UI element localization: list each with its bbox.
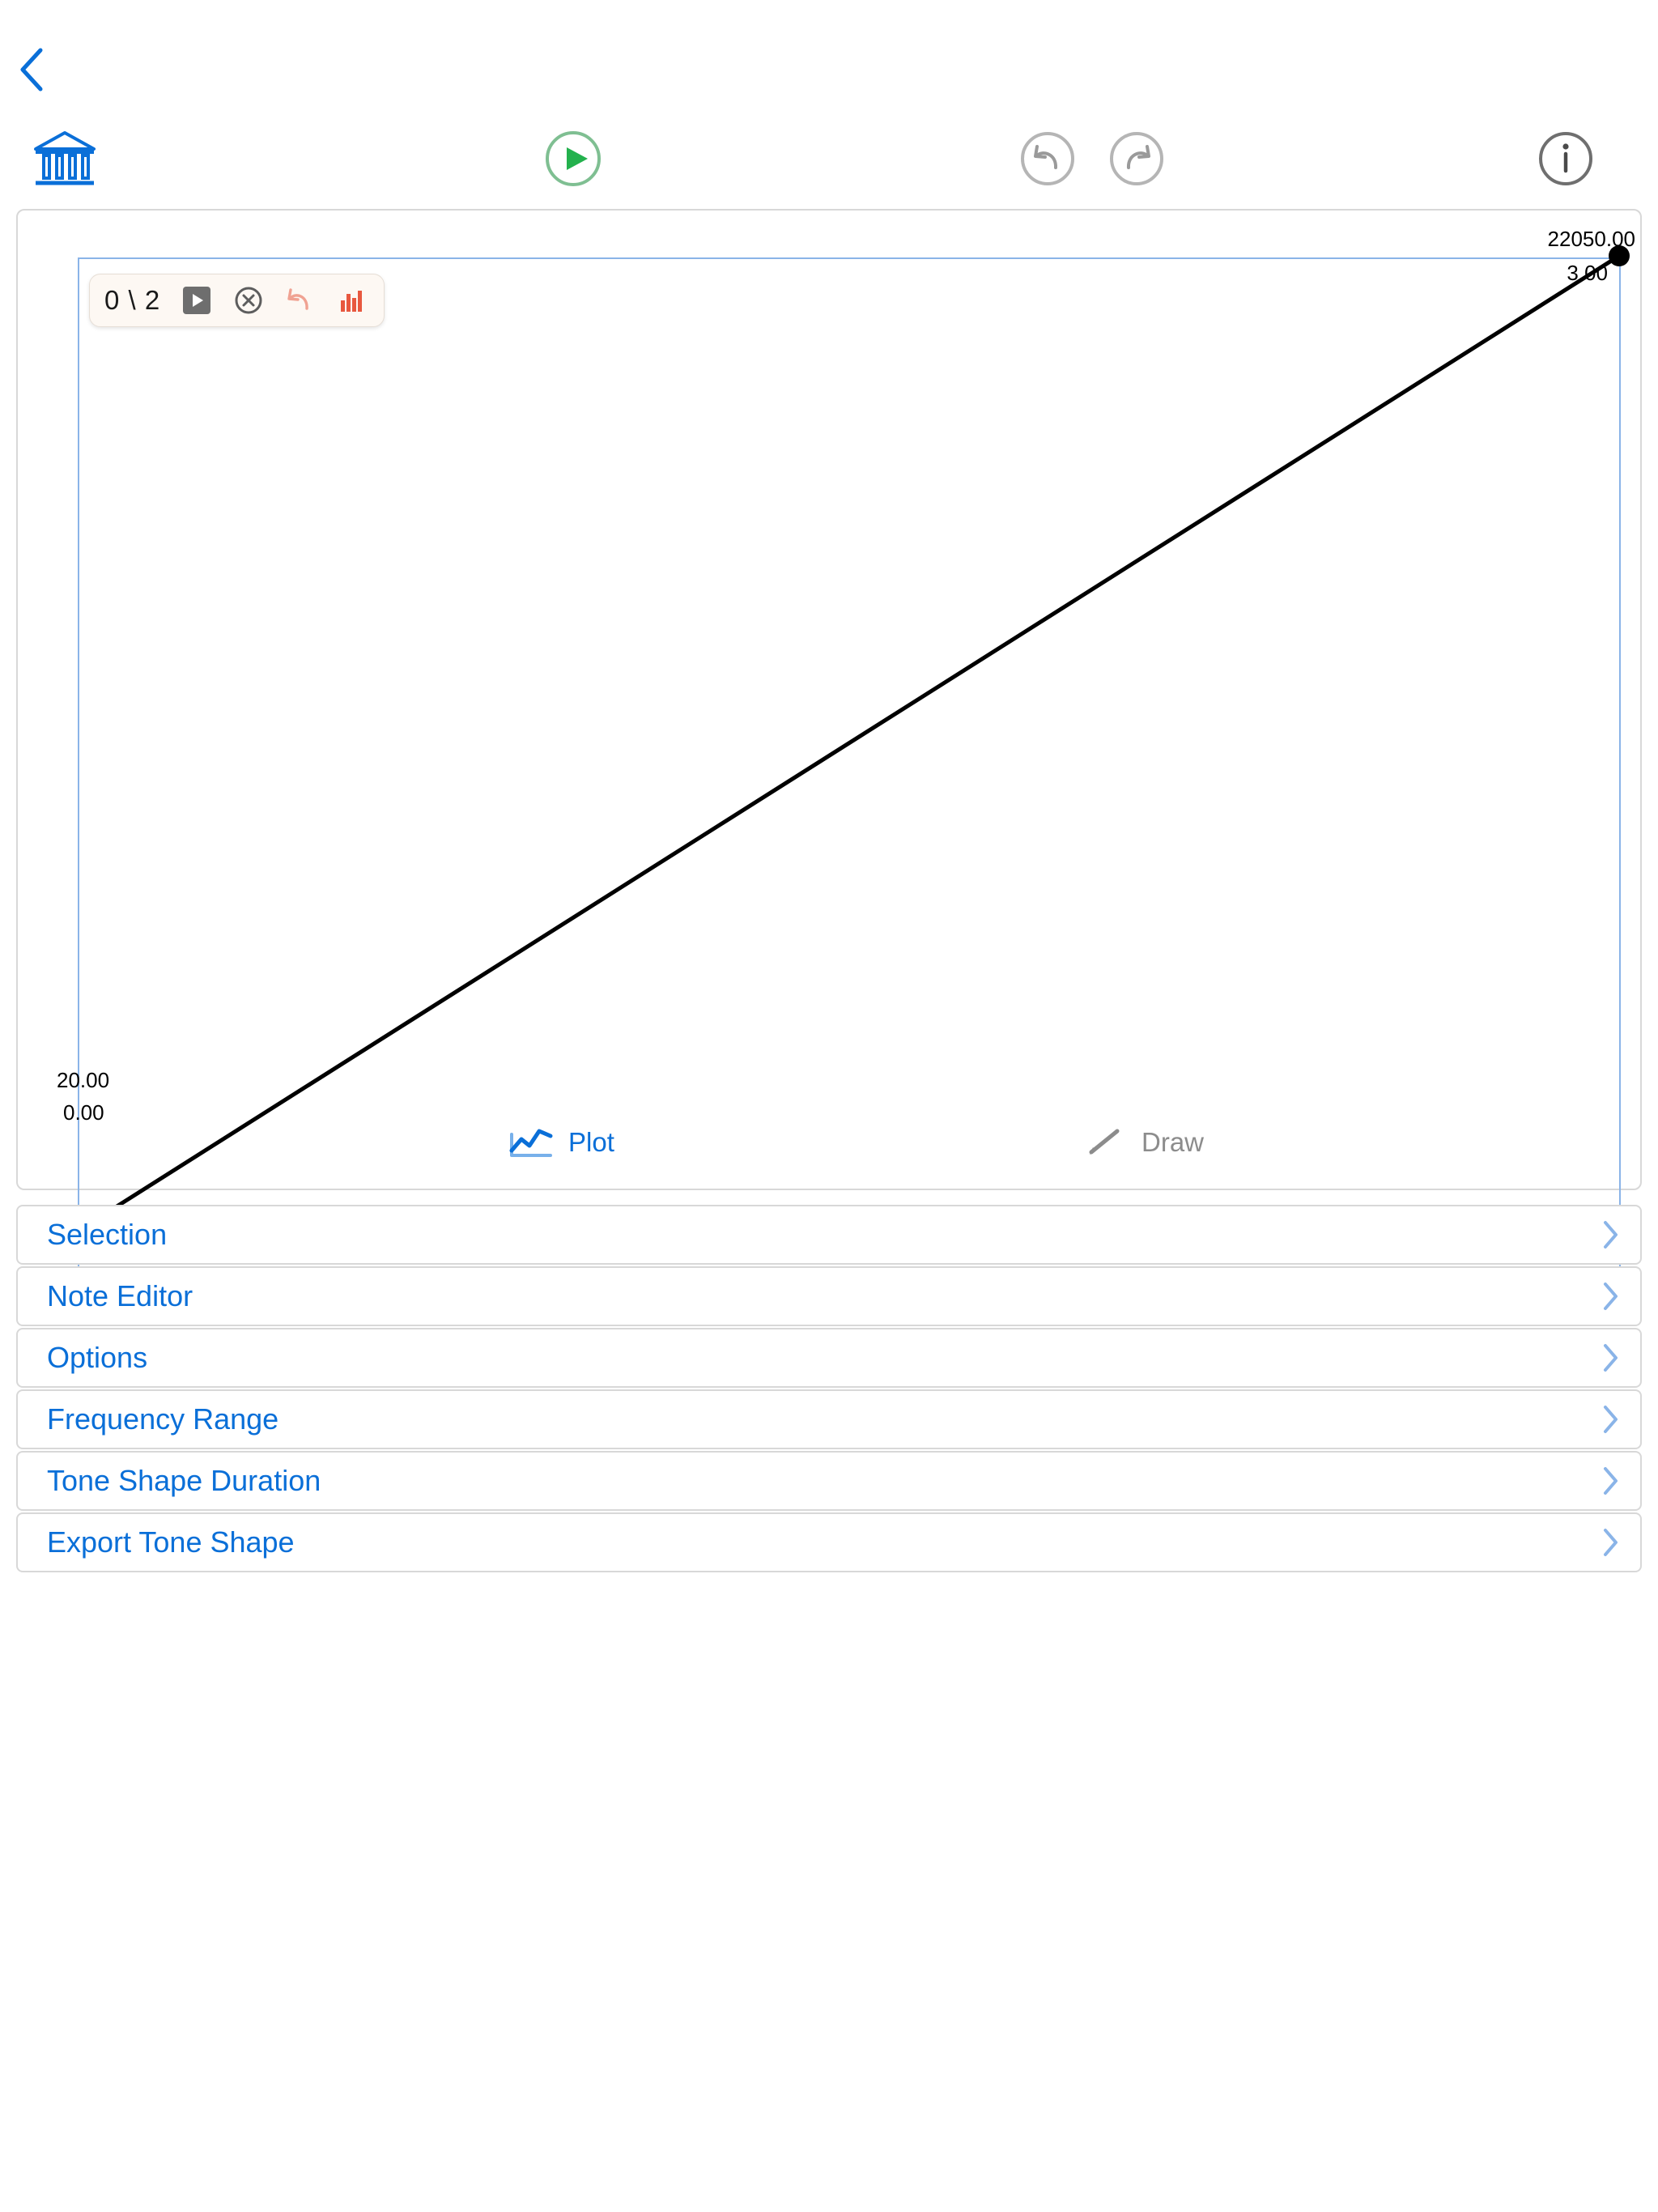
chevron-right-icon [1601, 1528, 1619, 1557]
play-square-icon [183, 287, 210, 314]
row-selection[interactable] [16, 1205, 1642, 1265]
undo-arrow-icon [284, 284, 317, 317]
pencil-icon [1085, 1125, 1127, 1160]
row-label: Export Tone Shape [47, 1525, 295, 1559]
row-tone-shape-duration[interactable] [16, 1451, 1642, 1511]
undo-circle-icon [1019, 130, 1076, 187]
chevron-right-icon [1601, 1405, 1619, 1434]
undo-button[interactable] [1018, 130, 1077, 188]
info-circle-icon [1537, 130, 1594, 187]
mini-play-button[interactable] [180, 283, 214, 317]
main-toolbar [0, 120, 1658, 198]
selection-mini-toolbar [89, 274, 385, 327]
row-note-editor[interactable] [16, 1266, 1642, 1326]
play-circle-icon [544, 130, 602, 188]
bank-icon [31, 125, 99, 193]
mode-plot-label: Plot [568, 1127, 614, 1157]
row-label: Note Editor [47, 1279, 193, 1312]
row-label: Frequency Range [47, 1402, 279, 1436]
row-export-tone-shape[interactable] [16, 1512, 1642, 1572]
redo-circle-icon [1108, 130, 1165, 187]
mode-plot[interactable] [508, 1114, 614, 1171]
selection-counter: 0 \ 2 [104, 285, 161, 315]
row-label: Selection [47, 1218, 168, 1251]
row-label: Tone Shape Duration [47, 1464, 321, 1497]
row-options[interactable] [16, 1328, 1642, 1388]
axis-label-min-frequency: 20.00 [57, 1068, 110, 1092]
chevron-right-icon [1601, 1466, 1619, 1495]
bank-button[interactable] [31, 121, 99, 196]
mini-bars-button[interactable] [335, 283, 369, 317]
delete-circle-icon [232, 284, 265, 317]
redo-button[interactable] [1107, 130, 1166, 188]
row-frequency-range[interactable] [16, 1389, 1642, 1449]
play-button[interactable] [542, 128, 604, 189]
mini-undo-button[interactable] [283, 283, 317, 317]
row-label: Options [47, 1341, 148, 1374]
plot-mode-row [18, 1114, 1643, 1171]
mode-draw[interactable] [1085, 1114, 1204, 1171]
chevron-right-icon [1601, 1282, 1619, 1311]
bar-chart-icon [336, 284, 368, 317]
axis-label-max-frequency: 22050.00 [1547, 227, 1635, 251]
chevron-right-icon [1601, 1343, 1619, 1372]
tone-shape-curve[interactable] [18, 211, 1643, 1192]
back-button[interactable] [18, 47, 83, 104]
mode-draw-label: Draw [1141, 1127, 1205, 1157]
info-button[interactable] [1537, 130, 1595, 188]
line-chart-icon [508, 1125, 554, 1160]
axis-label-max-time: 3.00 [1567, 261, 1608, 285]
tone-shape-plot-card [16, 209, 1642, 1190]
chevron-right-icon [1601, 1220, 1619, 1249]
mini-delete-button[interactable] [232, 283, 266, 317]
settings-list [16, 1205, 1642, 1574]
axis-label-min-time: 0.00 [63, 1100, 104, 1125]
chevron-left-icon [18, 47, 45, 92]
